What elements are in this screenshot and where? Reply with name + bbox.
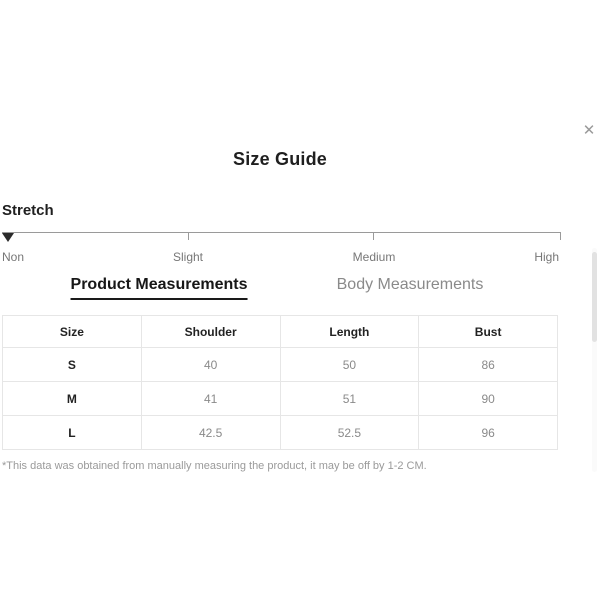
modal-title: Size Guide: [232, 149, 328, 169]
close-icon[interactable]: ✕: [582, 122, 596, 139]
stretch-scale-labels: [2, 250, 561, 264]
header-length: Length: [280, 316, 419, 348]
header-size: Size: [3, 316, 142, 348]
footnote-text: *This data was obtained from manually measuring the product, it may be off by 1-2 CM.: [2, 460, 427, 472]
measurement-cell: 41: [141, 382, 280, 416]
measurement-cell: 52.5: [280, 416, 419, 450]
stretch-scale: [2, 232, 561, 240]
size-table: [2, 315, 558, 450]
scrollbar-thumb[interactable]: [592, 252, 597, 342]
tab-product-measurements[interactable]: Product Measurements: [71, 276, 248, 300]
measurement-cell: 50: [280, 348, 419, 382]
scale-label-medium: Medium: [352, 250, 396, 264]
stretch-label: Stretch: [2, 202, 54, 219]
measurement-cell: 96: [419, 416, 558, 450]
table-row-m: [3, 382, 558, 416]
measurement-cell: 42.5: [141, 416, 280, 450]
size-cell: L: [3, 416, 142, 450]
header-shoulder: Shoulder: [141, 316, 280, 348]
measurement-cell: 40: [141, 348, 280, 382]
measurement-tabs: [0, 276, 560, 300]
measurement-cell: 90: [419, 382, 558, 416]
size-cell: S: [3, 348, 142, 382]
footnote-container: [2, 460, 558, 472]
measurement-cell: 86: [419, 348, 558, 382]
scale-tick: [560, 233, 561, 240]
scale-tick: [188, 233, 189, 240]
scale-label-high: High: [534, 250, 559, 264]
header-bust: Bust: [419, 316, 558, 348]
size-cell: M: [3, 382, 142, 416]
table-row-l: [3, 416, 558, 450]
table-row-s: [3, 348, 558, 382]
scale-label-slight: Slight: [172, 250, 204, 264]
table-header-row: [3, 316, 558, 348]
scale-label-non: Non: [2, 250, 25, 264]
stretch-marker-icon: [2, 233, 14, 242]
measurement-cell: 51: [280, 382, 419, 416]
tab-body-measurements[interactable]: Body Measurements: [336, 276, 484, 293]
scale-tick: [373, 233, 374, 240]
